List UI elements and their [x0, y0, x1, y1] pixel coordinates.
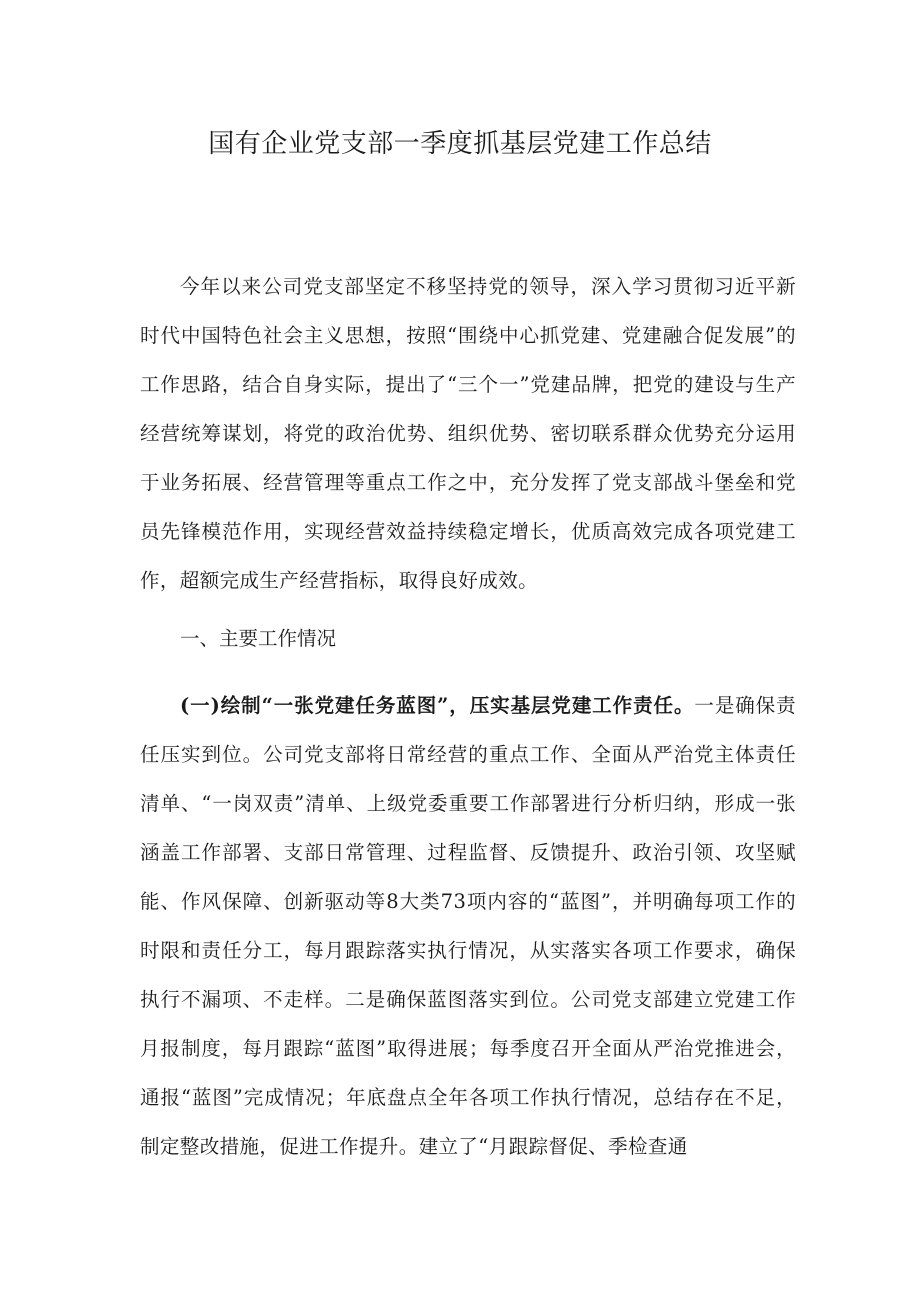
- document-title: 国有企业党支部一季度抓基层党建工作总结: [208, 129, 712, 159]
- subsection-lead: (一)绘制“一张党建任务蓝图”，压实基层党建工作责任。: [180, 694, 695, 717]
- section-heading: 一、主要工作情况: [180, 627, 337, 650]
- subsection-body: 一是确保责任压实到位。公司党支部将日常经营的重点工作、全面从严治党主体责任清单、“一岗双责”清单、上级党委重要工作部署进行分析归纳，形成一张涵盖工作部署、支部日常管理、过程监督、反馈提升、政治引领、攻坚赋能、作风保障、创新驱动等8大类73项内容的“蓝图”，并明确每项工作的时限和责任分工，每月跟踪落实执行情况，从实落实各项工作要求，确保执行不漏项、不走样。二是确保蓝图落实到位。公司党支部建立党建工作月报制度，每月跟踪“蓝图”取得进展；每季度召开全面从严治党推进会，通报“蓝图”完成情况；年底盘点全年各项工作执行情况，总结存在不足，制定整改措施，促进工作提升。建立了“月跟踪督促、季检查通: [140, 694, 796, 1158]
- subsection-paragraph: [140, 681, 796, 1171]
- intro-paragraph: 今年以来公司党支部坚定不移坚持党的领导，深入学习贯彻习近平新时代中国特色社会主义思想，按照“围绕中心抓党建、党建融合促发展”的工作思路，结合自身实际，提出了“三个一”党建品牌，把党的建设与生产经营统筹谋划，将党的政治优势、组织优势、密切联系群众优势充分运用于业务拓展、经营管理等重点工作之中，充分发挥了党支部战斗堡垒和党员先锋模范作用，实现经营效益持续稳定增长，优质高效完成各项党建工作，超额完成生产经营指标，取得良好成效。: [140, 275, 796, 592]
